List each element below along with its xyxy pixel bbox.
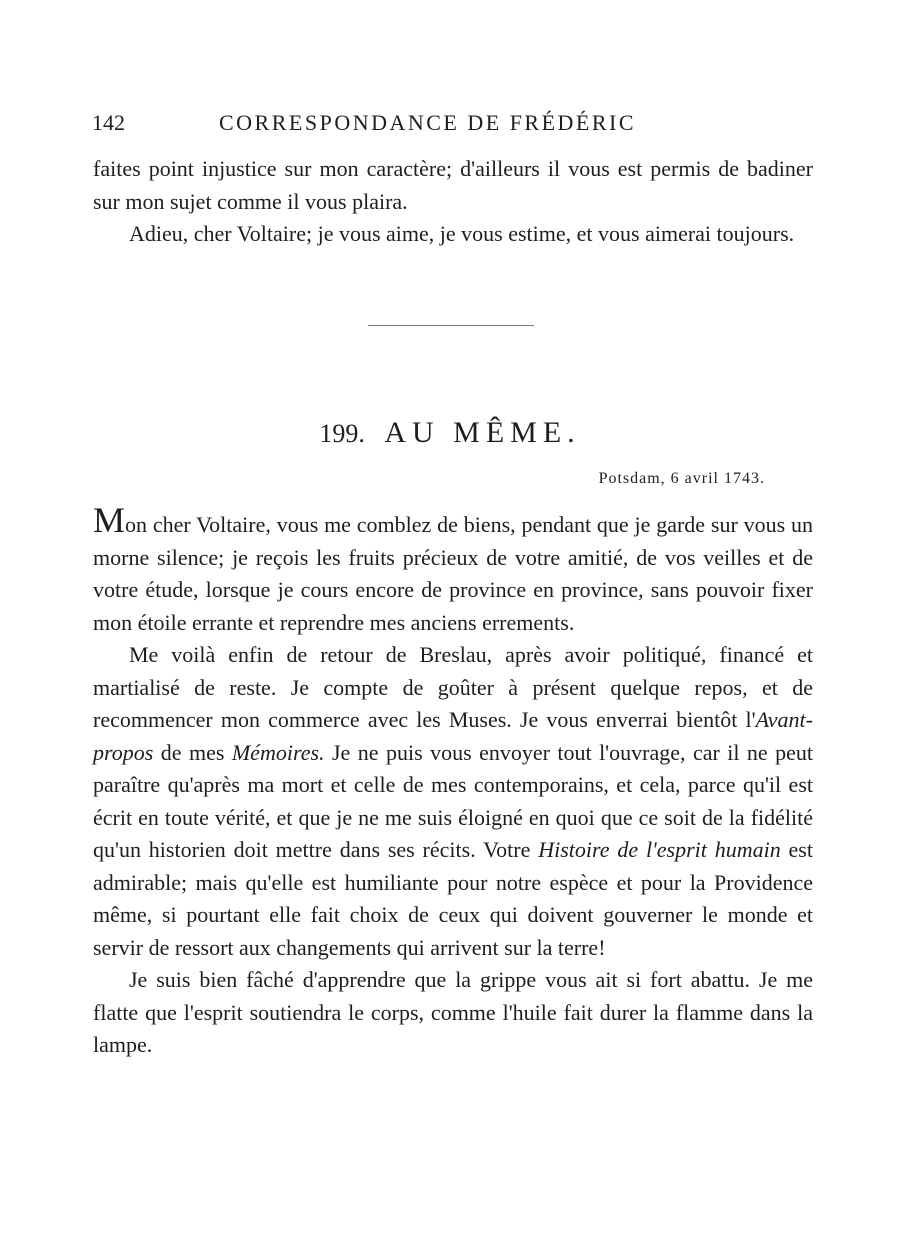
running-title: CORRESPONDANCE DE FRÉDÉRIC xyxy=(219,110,637,135)
section-divider xyxy=(368,325,534,326)
paragraph: faites point injustice sur mon caractère; d'ailleurs il vous est permis de badiner sur mon sujet comme il vous plaira. xyxy=(93,156,813,214)
previous-letter-ending xyxy=(93,153,813,251)
paragraph xyxy=(93,500,813,639)
paragraph: Adieu, cher Voltaire; je vous aime, je vous estime, et vous aimerai toujours. xyxy=(129,221,795,246)
paragraph-text: de mes xyxy=(153,739,232,765)
letter-number: 199. xyxy=(319,419,365,448)
paragraph-text: Me voilà enfin de retour de Breslau, après avoir politiqué, financé et martialisé de reste. Je compte de goûter à présent quelque repos, et de recommencer mon commerce avec les Muses. Je vous enverrai bientôt l' xyxy=(93,642,813,732)
running-head xyxy=(92,110,812,140)
paragraph-text: est admirable; mais qu'elle est humiliante pour notre espèce et pour la Providence même, si pourtant elle fait choix de ceux qui doivent gouverner le monde et servir de ressort aux changements qui arrivent sur la terre! xyxy=(93,837,813,960)
letter-heading xyxy=(0,416,900,450)
dateline: Potsdam, 6 avril 1743. xyxy=(598,470,765,487)
italic-title: Mémoires. xyxy=(231,739,325,765)
paragraph xyxy=(93,639,813,964)
letter-body xyxy=(93,500,814,1062)
italic-title: Avant-propos xyxy=(93,707,813,765)
letter-title: AU MÊME. xyxy=(384,416,581,449)
italic-title: Histoire de l'esprit humain xyxy=(538,837,781,862)
drop-cap: M xyxy=(93,500,126,540)
page-number: 142 xyxy=(92,110,125,135)
paragraph: Je suis bien fâché d'apprendre que la grippe vous ait si fort abattu. Je me flatte que l'esprit soutiendra le corps, comme l'huile fait durer la flamme dans la lampe. xyxy=(93,967,813,1057)
paragraph-text: on cher Voltaire, vous me comblez de biens, pendant que je garde sur vous un morne silence; je reçois les fruits précieux de votre amitié, de vos veilles et de votre étude, lorsque je cours encore de province en province, sans pouvoir fixer mon étoile errante et reprendre mes anciens errements. xyxy=(93,512,813,635)
paragraph-text: Je ne puis vous envoyer tout l'ouvrage, car il ne peut paraître qu'après ma mort et celle de mes contemporains, et cela, parce qu'il est écrit en toute vérité, et que je ne me suis éloigné en quoi que ce soit de la fidélité qu'un historien doit mettre dans ses récits. Votre xyxy=(93,739,814,862)
